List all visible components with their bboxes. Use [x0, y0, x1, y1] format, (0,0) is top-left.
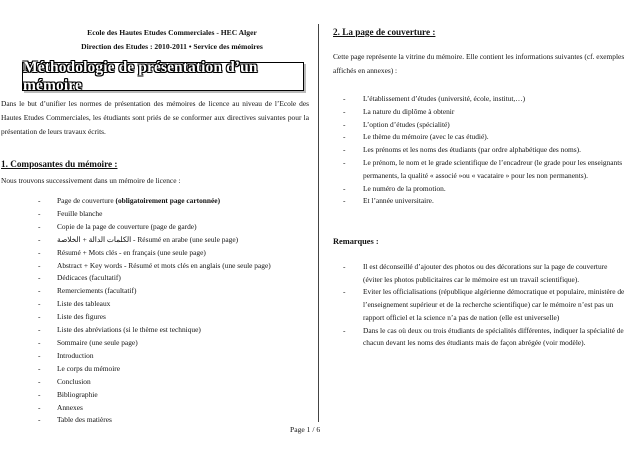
list-item-text: Sommaire (une seule page) [57, 337, 138, 347]
list-item-text: Remerciements (facultatif) [57, 286, 137, 296]
list-item-text: Feuille blanche [57, 208, 103, 218]
section1-heading: 1. Composantes du mémoire : [1, 159, 118, 169]
list-item [38, 221, 314, 234]
dash-bullet: - [38, 415, 41, 425]
dash-bullet: - [38, 299, 41, 309]
list-item [343, 93, 633, 106]
list-item-text: Eviter les officialisations (république algérienne démocratique et populaire, ministère de l’enseignement supérieur et de la recherche scientifique) car le mémoire n’est pas un rapport officiel et la science n’a pas de nation (elle est universelle) [363, 287, 625, 322]
list-item-text: Liste des tableaux [57, 299, 111, 309]
dash-bullet: - [38, 325, 41, 335]
page-title: Méthodologie de présentation d’un mémoire [23, 58, 258, 94]
list-item-bold: (obligatoirement page cartonnée) [115, 196, 221, 205]
list-item [38, 402, 314, 415]
list-item-text: Résumé + Mots clés - en français (une seule page) [57, 247, 206, 257]
list-item-text: L’option d’études (spécialité) [363, 119, 450, 129]
list-item [343, 157, 633, 183]
dash-bullet: - [343, 145, 346, 155]
dash-bullet: - [38, 286, 41, 296]
dash-bullet: - [38, 247, 41, 257]
dash-bullet: - [38, 221, 41, 231]
dash-bullet: - [38, 337, 41, 347]
list-item-text: Liste des abréviations (si le thème est technique) [57, 325, 201, 335]
title-box [22, 58, 304, 94]
list-item-text: L’établissement d’études (université, école, institut,…) [363, 94, 526, 103]
list-item [38, 324, 314, 337]
list-item-text: Le prénom, le nom et le grade scientifique de l’encadreur (le grade pour les enseignants permanents, la qualité « associé »ou « vacataire » pour les non permanents). [363, 157, 623, 180]
section2-heading: 2. La page de couverture : [333, 27, 436, 37]
list-item [38, 337, 314, 350]
list-item [38, 195, 314, 208]
dash-bullet: - [38, 376, 41, 386]
dash-bullet: - [343, 325, 346, 335]
list-item [343, 325, 628, 350]
list-item-text: Le numéro de la promotion. [363, 183, 446, 193]
list-item [343, 119, 633, 132]
header-line-1: Ecole des Hautes Etudes Commerciales - HEC Alger [87, 28, 257, 37]
list-item [38, 285, 314, 298]
list-item-text: Bibliographie [57, 389, 98, 399]
dash-bullet: - [38, 402, 41, 412]
dash-bullet: - [343, 287, 346, 297]
page-number: Page 1 / 6 [290, 425, 321, 434]
intro-paragraph: Dans le but d’unifier les normes de présentation des mémoires de licence au niveau de l’Ecole des Hautes Etudes Commerciales, les étudiants sont priés de se conformer aux directives suivantes pour la présentation de leurs travaux écrits. [1, 99, 309, 137]
list-item [38, 376, 314, 389]
list-item-text: Abstract + Key words - Résumé et mots clés en anglais (une seule page) [57, 260, 271, 270]
list-item [38, 311, 314, 324]
list-item [38, 234, 314, 247]
dash-bullet: - [38, 363, 41, 373]
list-item-text: La nature du diplôme à obtenir [363, 106, 455, 116]
list-item-text: Le corps du mémoire [57, 363, 121, 373]
list-item-text: Copie de la page de couverture (page de garde) [57, 221, 197, 231]
dash-bullet: - [38, 312, 41, 322]
list-item [343, 286, 628, 324]
list-item-text: Le thème du mémoire (avec le cas étudié). [363, 132, 489, 142]
list-item-text: Introduction [57, 350, 94, 360]
list-item-text: Page de couverture [57, 196, 116, 205]
list-item [38, 363, 314, 376]
list-item [38, 350, 314, 363]
dash-bullet: - [343, 132, 346, 142]
list-item-text: Dédicaces (facultatif) [57, 273, 121, 283]
list-item-text: Annexes [57, 402, 83, 412]
remarks-heading: Remarques : [333, 237, 379, 246]
list-item [38, 247, 314, 260]
dash-bullet: - [38, 350, 41, 360]
list-item [343, 106, 633, 119]
list-item-text: Liste des figures [57, 312, 106, 322]
remarks-list [343, 261, 628, 350]
list-item [38, 272, 314, 285]
dash-bullet: - [38, 196, 41, 205]
section1-lead: Nous trouvons successivement dans un mémoire de licence : [1, 176, 181, 185]
dash-bullet: - [343, 94, 346, 103]
dash-bullet: - [38, 208, 41, 218]
list-item [343, 183, 633, 196]
list-item [343, 261, 628, 286]
arabic-keywords: الكلمات الدالة + الخلاصة [57, 234, 132, 244]
column-divider [318, 24, 319, 422]
dash-bullet: - [343, 262, 346, 271]
list-item-text: Les prénoms et les noms des étudiants (par ordre alphabétique des noms). [363, 145, 581, 155]
cover-info-list [343, 93, 633, 208]
list-item [38, 414, 314, 427]
list-item-text: Et l’année universitaire. [363, 196, 434, 206]
header-line-2: Direction des Etudes : 2010-2011 • Service des mémoires [81, 42, 263, 51]
list-item-text: Dans le cas où deux ou trois étudiants de spécialités différentes, indiquer la spécialité de chacun devant les noms des étudiants mais de façon abrégée (voir modèle). [363, 325, 624, 348]
list-item [343, 131, 633, 144]
list-item [343, 195, 633, 208]
list-item-text: Conclusion [57, 376, 91, 386]
dash-bullet: - [38, 260, 41, 270]
list-item [38, 260, 314, 273]
school-header [52, 26, 292, 54]
components-list [38, 195, 314, 427]
dash-bullet: - [38, 234, 41, 244]
dash-bullet: - [38, 273, 41, 283]
dash-bullet: - [343, 119, 346, 129]
list-item [38, 389, 314, 402]
dash-bullet: - [343, 106, 346, 116]
list-item-text: Il est déconseillé d’ajouter des photos ou des décorations sur la page de couverture (éviter les photos publicitaires car le mémoire est un travail scientifique). [363, 262, 608, 284]
section2-lead: Cette page représente la vitrine du mémoire. Elle contient les informations suivantes (cf. exemples affichés en annexes) : [333, 52, 625, 75]
dash-bullet: - [343, 196, 346, 206]
dash-bullet: - [343, 157, 346, 167]
list-item [343, 144, 633, 157]
dash-bullet: - [343, 183, 346, 193]
list-item [38, 208, 314, 221]
dash-bullet: - [38, 389, 41, 399]
list-item-text: - Résumé en arabe (une seule page) [131, 234, 239, 244]
list-item-text: Table des matières [57, 415, 112, 425]
list-item [38, 298, 314, 311]
